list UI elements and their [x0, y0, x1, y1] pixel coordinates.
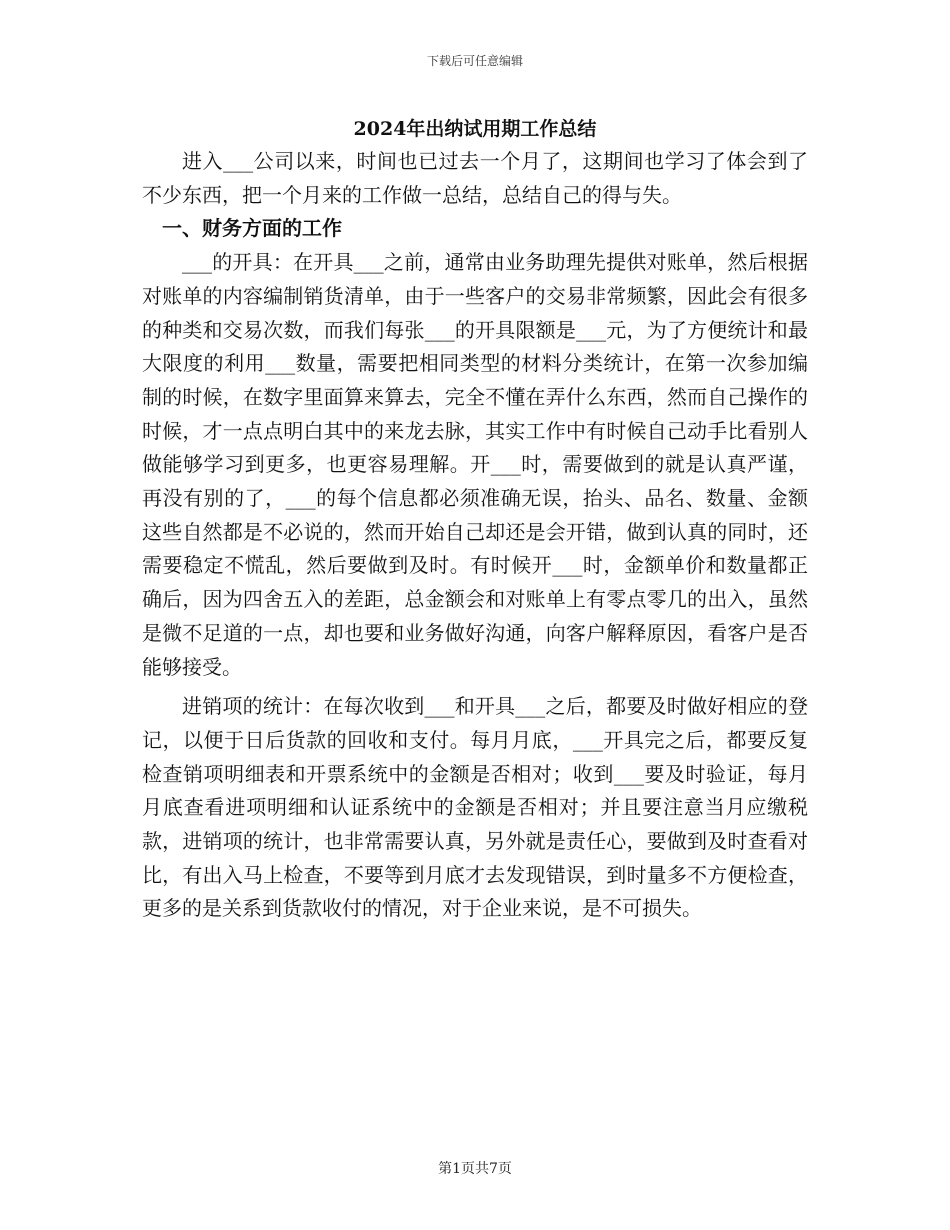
page-header-note: 下载后可任意编辑: [426, 54, 523, 68]
document-body: [142, 145, 808, 926]
invoice-paragraph: ___的开具：在开具___之前，通常由业务助理先提供对账单，然后根据对账单的内容编制销货清单，由于一些客户的交易非常频繁，因此会有很多的种类和交易次数，而我们每张___的开具限额是___元，为了方便统计和最大限度的利用___数量，需要把相同类型的材料分类统计，在第一次参加编制的时候，在数字里面算来算去，完全不懂在弄什么东西，然而自己操作的时候，才一点点明白其中的来龙去脉，其实工作中有时候自己动手比看别人做能够学习到更多，也更容易理解。开___时，需要做到的就是认真严谨，再没有别的了，___的每个信息都必须准确无误，抬头、品名、数量、金额这些自然都是不必说的，然而开始自己却还是会开错，做到认真的同时，还需要稳定不慌乱，然后要做到及时。有时候开___时，金额单价和数量都正确后，因为四舍五入的差距，总金额会和对账单上有零点零几的出入，虽然是微不足道的一点，却也要和业务做好沟通，向客户解释原因，看客户是否能够接受。: [142, 250, 808, 679]
page-number: 第1页共7页: [438, 1161, 512, 1177]
intro-paragraph: 进入___公司以来，时间也已过去一个月了，这期间也学习了体会到了不少东西，把一个月来的工作做一总结，总结自己的得与失。: [142, 149, 808, 207]
document-title: 2024年出纳试用期工作总结: [353, 118, 597, 140]
section-heading-finance: 一、财务方面的工作: [162, 216, 342, 241]
tax-statistics-paragraph: 进销项的统计：在每次收到___和开具___之后，都要及时做好相应的登记，以便于日后货款的回收和支付。每月月底，___开具完之后，都要反复检查销项明细表和开票系统中的金额是否相对；收到___要及时验证，每月月底查看进项明细和认证系统中的金额是否相对；并且要注意当月应缴税款，进销项的统计，也非常需要认真，另外就是责任心，要做到及时查看对比，有出入马上检查，不要等到月底才去发现错误，到时量多不方便检查，更多的是关系到货款收付的情况，对于企业来说，是不可损失。: [142, 694, 808, 921]
